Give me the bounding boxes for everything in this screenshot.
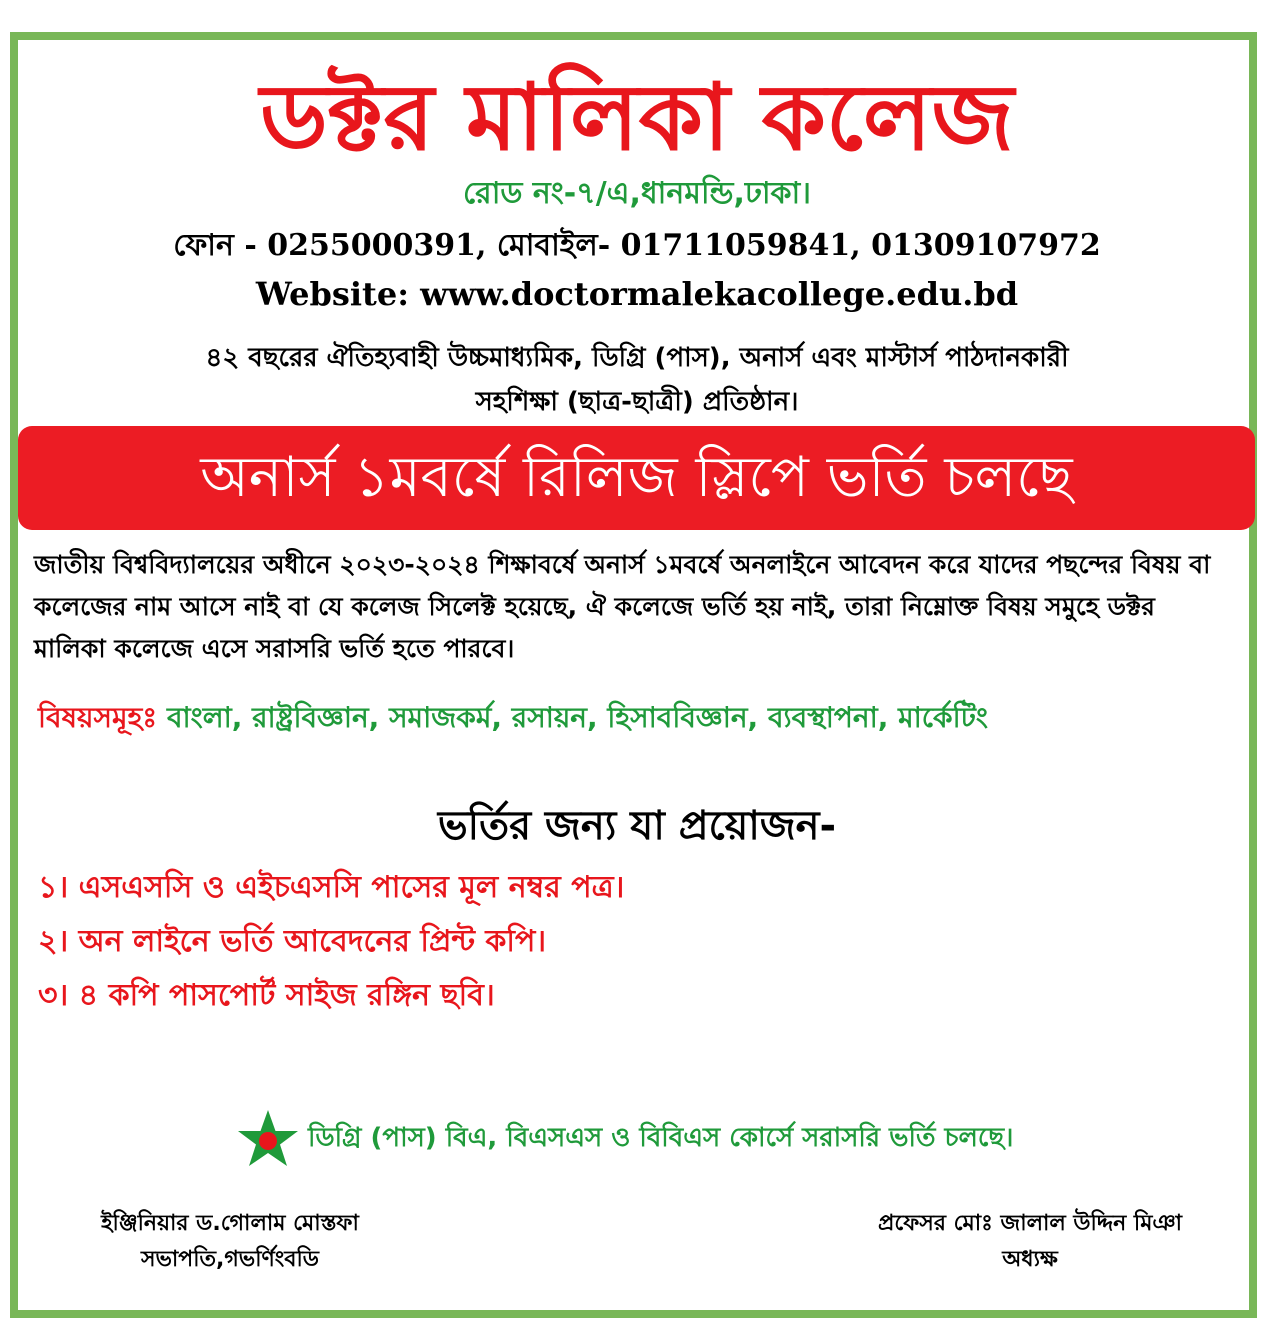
subjects-line (38, 696, 1258, 740)
college-name: ডক্টর মালিকা কলেজ (260, 64, 1014, 171)
tagline-line-1: ৪২ বছরের ঐতিহ্যবাহী উচ্চমাধ্যমিক, ডিগ্রি (পাস), অনার্স এবং মাস্টার্স পাঠদানকারী (205, 343, 1069, 373)
website-text: Website: www.doctormalekacollege.edu.bd (255, 275, 1019, 313)
degree-note (236, 1108, 1236, 1168)
subjects-list: বাংলা, রাষ্ট্রবিজ্ঞান, সমাজকর্ম, রসায়ন, হিসাববিজ্ঞান, ব্যবস্থাপনা, মার্কেটিং (166, 701, 988, 734)
principal-name: প্রফেসর মোঃ জালাল উদ্দিন মিঞা (877, 1211, 1183, 1236)
eligibility-paragraph: জাতীয় বিশ্ববিদ্যালয়ের অধীনে ২০২৩-২০২৪ শিক্ষাবর্ষে অনার্স ১মবর্ষে অনলাইনে আবেদন করে যাদের পছন্দের বিষয় বা কলেজের নাম আসে নাই বা যে কলেজ সিলেক্ট হয়েছে, ঐ কলেজে ভর্তি হয় নাই, তারা নিম্নোক্ত বিষয় সমুহে ডক্টর মালিকা কলেজে এসে সরাসরি ভর্তি হতে পারবে। (34, 550, 1211, 663)
signature-chairman (60, 1206, 400, 1278)
tagline-line-2: সহশিক্ষা (ছাত্র-ছাত্রী) প্রতিষ্ঠান। (475, 387, 799, 417)
chairman-name: ইঞ্জিনিয়ার ড.গোলাম মোস্তফা (101, 1211, 359, 1236)
degree-note-text: ডিগ্রি (পাস) বিএ, বিএসএস ও বিবিএস কোর্সে সরাসরি ভর্তি চলছে। (308, 1123, 1014, 1153)
college-address: রোড নং-৭/এ,ধানমন্ডি,ঢাকা। (463, 176, 811, 211)
principal-title: অধ্যক্ষ (1002, 1247, 1058, 1272)
star-icon (236, 1108, 300, 1168)
chairman-title: সভাপতি,গভর্ণিংবডি (140, 1247, 319, 1272)
requirement-item: ৩। ৪ কপি পাসপোর্ট সাইজ রঙ্গিন ছবি। (38, 978, 495, 1013)
subjects-label: বিষয়সমূহঃ (38, 701, 158, 734)
requirement-item: ২। অন লাইনে ভর্তি আবেদনের প্রিন্ট কপি। (38, 924, 547, 959)
signature-principal (840, 1206, 1220, 1278)
banner-text: অনার্স ১মবর্ষে রিলিজ স্লিপে ভর্তি চলছে (200, 445, 1073, 510)
admission-banner (18, 426, 1255, 530)
requirement-item: ১। এসএসসি ও এইচএসসি পাসের মূল নম্বর পত্র। (38, 870, 625, 905)
contact-phone: ফোন - 0255000391, মোবাইল- 01711059841, 01309107972 (173, 228, 1101, 263)
requirements-heading: ভর্তির জন্য যা প্রয়োজন- (437, 803, 837, 849)
